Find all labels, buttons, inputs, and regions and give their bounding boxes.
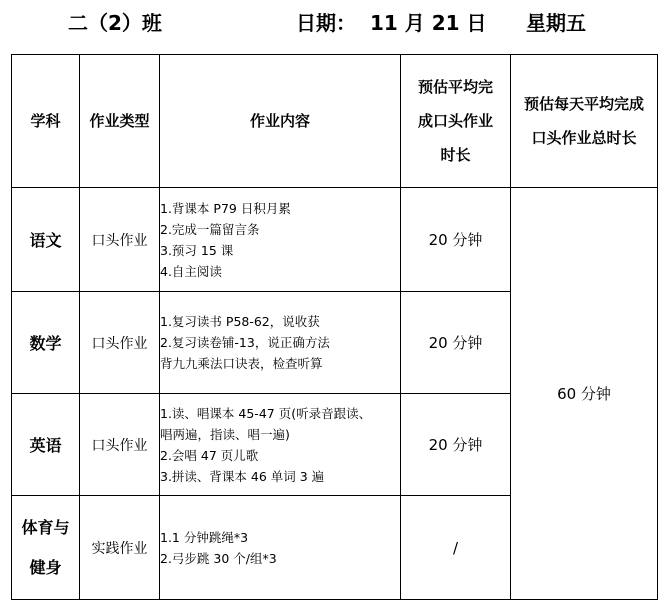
class-name: 二（2）班 — [68, 11, 162, 35]
col-content: 作业内容 — [160, 55, 401, 188]
content-cell: 1.背课本 P79 日积月累 2.完成一篇留言条 3.预习 15 课 4.自主阅读 — [160, 188, 401, 292]
col-type: 作业类型 — [80, 55, 160, 188]
subject-cell: 英语 — [12, 394, 80, 496]
col-estimated-daily-total: 预估每天平均完成 口头作业总时长 — [511, 55, 658, 188]
time-cell: 20 分钟 — [401, 292, 511, 394]
type-cell: 口头作业 — [80, 394, 160, 496]
col-estimated-avg: 预估平均完 成口头作业 时长 — [401, 55, 511, 188]
date-value: 11 月 21 日 — [370, 11, 487, 35]
time-cell: 20 分钟 — [401, 394, 511, 496]
daily-total-cell: 60 分钟 — [511, 188, 658, 600]
col-subject: 学科 — [12, 55, 80, 188]
weekday: 星期五 — [526, 11, 586, 35]
content-cell: 1.读、唱课本 45-47 页(听录音跟读、 唱两遍，指读、唱一遍) 2.会唱 47 页儿歌 3.拼读、背课本 46 单词 3 遍 — [160, 394, 401, 496]
subject-cell: 语文 — [12, 188, 80, 292]
content-cell: 1.1 分钟跳绳*3 2.弓步跳 30 个/组*3 — [160, 496, 401, 600]
table-row — [12, 188, 658, 292]
type-cell: 实践作业 — [80, 496, 160, 600]
time-cell: / — [401, 496, 511, 600]
subject-cell: 体育与 健身 — [12, 496, 80, 600]
content-cell: 1.复习读书 P58-62，说收获 2.复习读卷铺-13，说正确方法 背九九乘法口诀表，检查听算 — [160, 292, 401, 394]
table-header-row — [12, 55, 658, 188]
subject-cell: 数学 — [12, 292, 80, 394]
type-cell: 口头作业 — [80, 292, 160, 394]
type-cell: 口头作业 — [80, 188, 160, 292]
date-label: 日期： — [296, 11, 356, 35]
homework-table — [11, 54, 658, 600]
page-header — [0, 8, 668, 40]
time-cell: 20 分钟 — [401, 188, 511, 292]
